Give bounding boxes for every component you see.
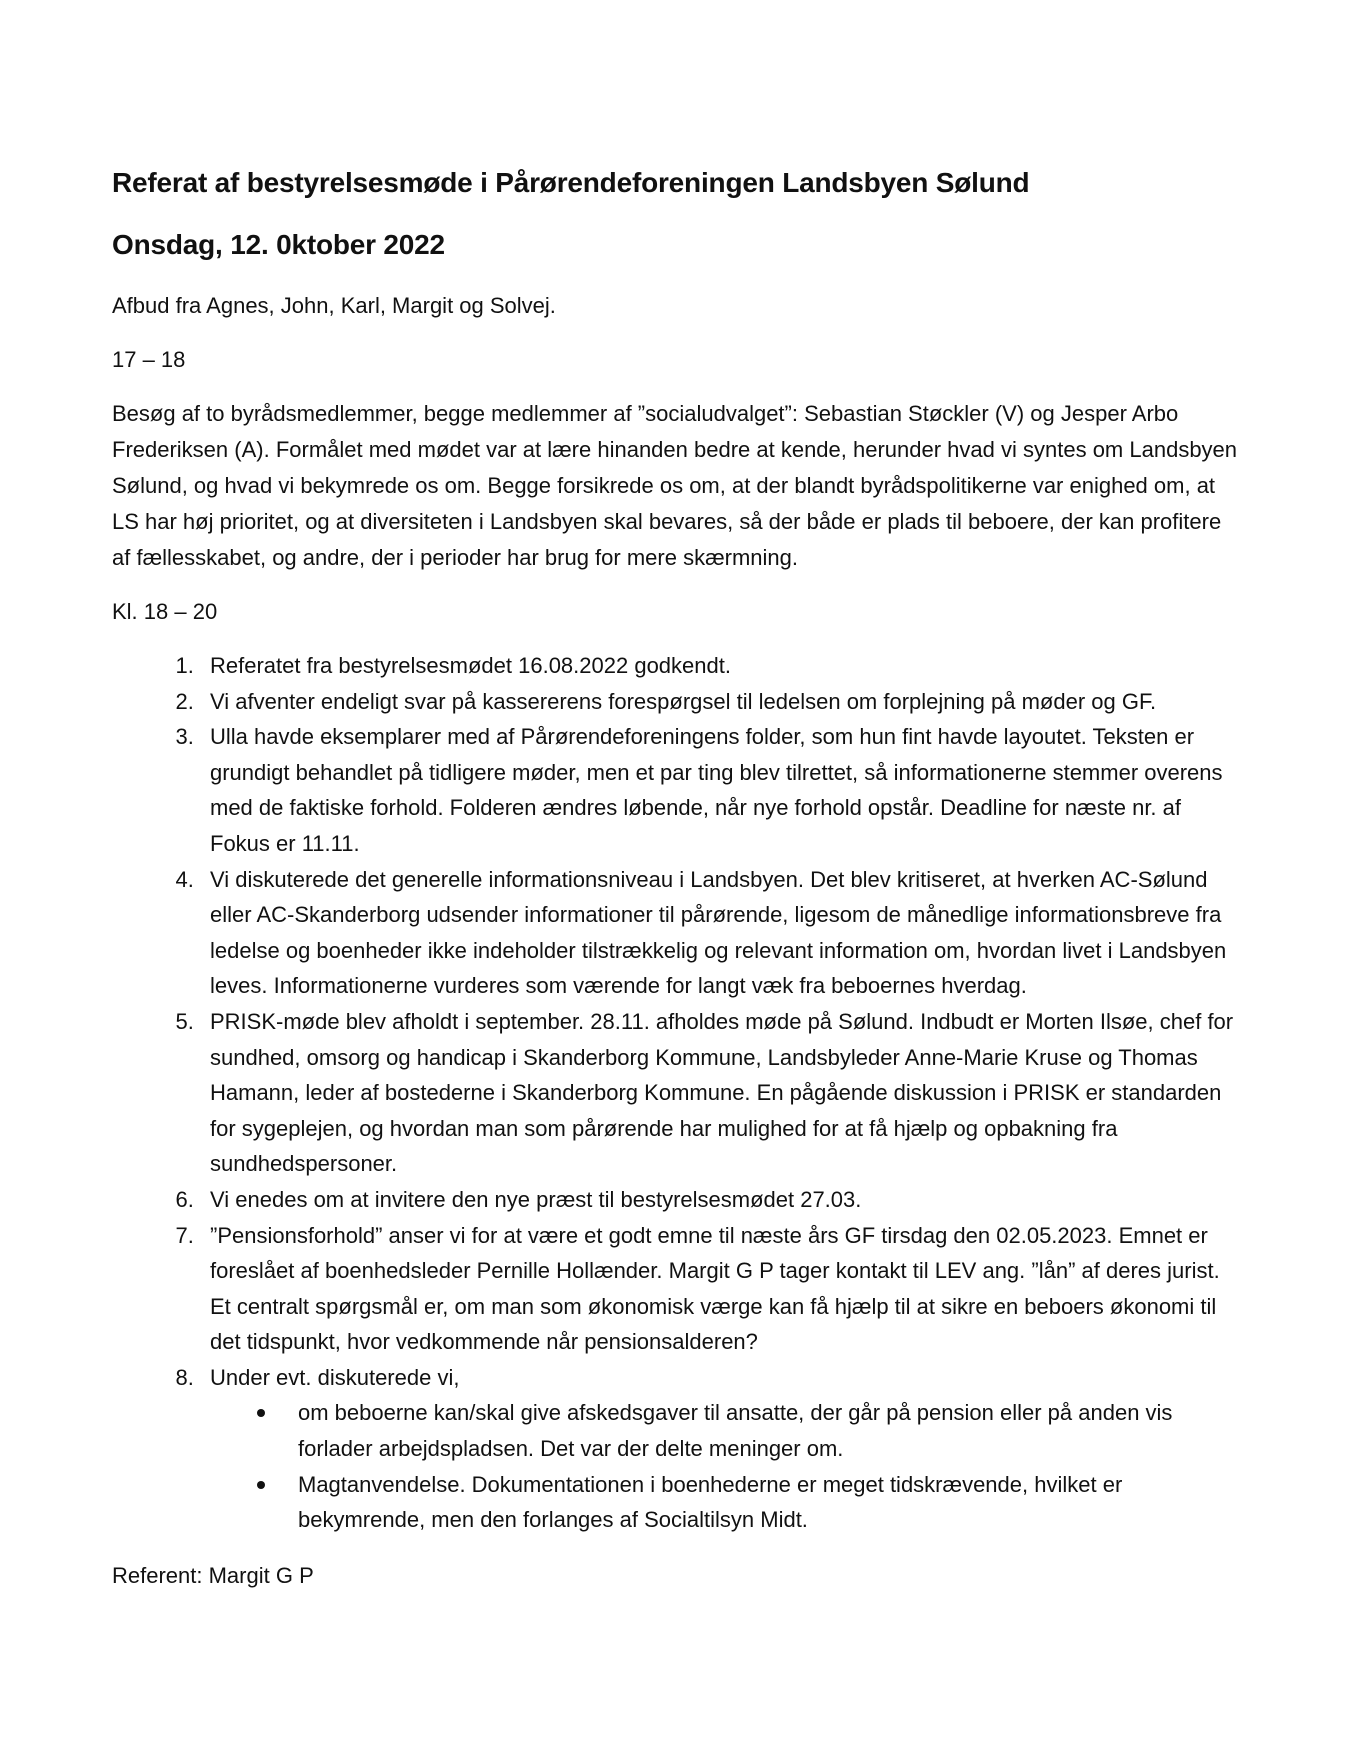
visit-paragraph: Besøg af to byrådsmedlemmer, begge medlemmer af ”socialudvalget”: Sebastian Støckler (V) og Jesper Arbo Frederiksen (A). Formålet med mødet var at lære hinanden bedre at kende, herunder hvad vi syntes om Landsbyen Sølund, og hvad vi bekymrede os om. Begge forsikrede os om, at der blandt byrådspolitikerne var enighed om, at LS har høj prioritet, og at diversiteten i Landsbyen skal bevares, så der både er plads til beboere, der kan profitere af fællesskabet, og andre, der i perioder har brug for mere skærmning. (112, 401, 1238, 570)
agenda-item (200, 1182, 1242, 1218)
agenda-item-text: Ulla havde eksemplarer med af Pårørendeforeningens folder, som hun fint havde layoutet. Teksten er grundigt behandlet på tidligere møder, men et par ting blev tilrettet, så informationerne stemmer overens med de faktiske forhold. Folderen ændres løbende, når nye forhold opstår. Deadline for næste nr. af Fokus er 11.11. (210, 724, 1223, 856)
referent: Referent: Margit G P (112, 1562, 314, 1588)
agenda-item (200, 862, 1242, 1004)
agenda-item-text: Vi enedes om at invitere den nye præst til bestyrelsesmødet 27.03. (210, 1186, 862, 1212)
agenda-item-text: Referatet fra bestyrelsesmødet 16.08.2022 godkendt. (210, 653, 731, 678)
time-block-1: 17 – 18 (112, 347, 186, 372)
document-title: Referat af bestyrelsesmøde i Pårørendeforeningen Landsbyen Sølund (112, 167, 1030, 198)
bullet-icon (257, 1481, 265, 1489)
agenda-item-text: Vi diskuterede det generelle informationsniveau i Landsbyen. Det blev kritiseret, at hverken AC-Sølund eller AC-Skanderborg udsender informationer til pårørende, ligesom de månedlige informationsbreve fra ledelse og boenheder ikke indeholder tilstrækkelig og relevant information om, hvordan livet i Landsbyen leves. Informationerne vurderes som værende for langt væk fra beboernes hverdag. (210, 866, 1227, 999)
agenda-item-text: ”Pensionsforhold” anser vi for at være et godt emne til næste års GF tirsdag den 02.05.2023. Emnet er foreslået af boenhedsleder Pernille Hollænder. Margit G P tager kontakt til LEV ang. ”lån” af deres jurist. Et centralt spørgsmål er, om man som økonomisk værge kan få hjælp til at sikre en beboers økonomi til det tidspunkt, hvor vedkommende når pensionsalderen? (210, 1222, 1220, 1355)
sub-bullet-text: om beboerne kan/skal give afskedsgaver til ansatte, der går på pension eller på anden vis forlader arbejdspladsen. Det var der delte meninger om. (298, 1400, 1173, 1462)
sub-bullet-text: Magtanvendelse. Dokumentationen i boenhederne er meget tidskrævende, hvilket er bekymrende, men den forlanges af Socialtilsyn Midt. (298, 1471, 1123, 1533)
agenda-item (200, 1218, 1242, 1360)
agenda-item (200, 719, 1242, 861)
sub-bullet-item (298, 1467, 1242, 1538)
bullet-icon (257, 1409, 265, 1417)
agenda-item-text: Vi afventer endeligt svar på kassererens forespørgsel til ledelsen om forplejning på møder og GF. (210, 688, 1157, 714)
agenda-item (200, 648, 1242, 684)
sub-bullet-list (210, 1395, 1242, 1537)
time-block-2: Kl. 18 – 20 (112, 599, 218, 624)
agenda-item-text: PRISK-møde blev afholdt i september. 28.11. afholdes møde på Sølund. Indbudt er Morten Ilsøe, chef for sundhed, omsorg og handicap i Skanderborg Kommune, Landsbyleder Anne-Marie Kruse og Thomas Hamann, leder af bostederne i Skanderborg Kommune. En pågående diskussion i PRISK er standarden for sygeplejen, og hvordan man som pårørende har mulighed for at få hjælp og opbakning fra sundhedspersoner. (210, 1008, 1234, 1177)
agenda-item (200, 1004, 1242, 1182)
agenda-item (200, 1360, 1242, 1538)
agenda-item-text: Under evt. diskuterede vi, (210, 1364, 460, 1390)
absent-note: Afbud fra Agnes, John, Karl, Margit og Solvej. (112, 293, 556, 318)
agenda-list (112, 648, 1242, 1538)
sub-bullet-item (298, 1395, 1242, 1466)
agenda-item (200, 684, 1242, 720)
meeting-date: Onsdag, 12. 0ktober 2022 (112, 229, 445, 260)
